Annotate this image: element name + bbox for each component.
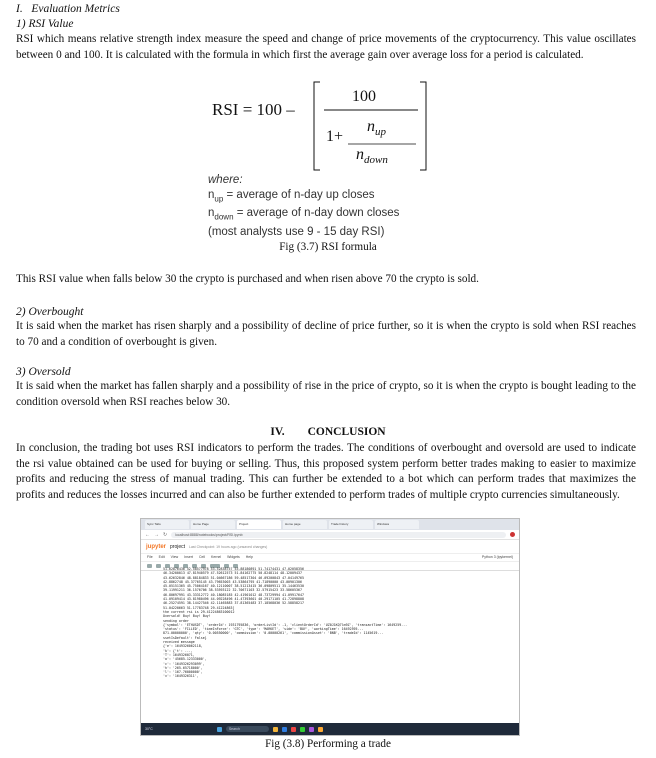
app-icon[interactable]: [300, 727, 305, 732]
browser-tab[interactable]: Windows: [375, 520, 419, 529]
output-line: 'status': 'FILLED', 'timeInForce': 'GTC', 'type': 'MARKET', 'side': 'BUY', 'workingTime': 16492595...: [163, 627, 364, 632]
trade-screenshot: [140, 518, 520, 736]
conclusion-number: IV.: [270, 426, 285, 438]
save-icon[interactable]: [147, 564, 152, 568]
rsi-formula: [212, 80, 432, 172]
start-icon[interactable]: [217, 727, 222, 732]
formula-numerator: 100: [352, 88, 376, 105]
legend-line-note: (most analysts use 9 - 15 day RSI): [208, 225, 385, 238]
reload-icon[interactable]: ↻: [163, 531, 168, 538]
app-icon[interactable]: [318, 727, 323, 732]
formula-lhs: RSI = 100 –: [212, 100, 295, 119]
chrome-icon[interactable]: [291, 727, 296, 732]
section-title: Evaluation Metrics: [31, 3, 120, 15]
output-line: received message: [163, 640, 195, 645]
formula-one-plus: 1+: [326, 128, 344, 145]
output-line: 871.00000000', 'qty': '0.00550000', 'commission': '0.00000261', 'commissionAsset': 'BNB', 'tradeId': 1145619...: [163, 631, 384, 636]
app-icon[interactable]: [309, 727, 314, 732]
notebook-title[interactable]: project: [170, 543, 186, 550]
rsi-paragraph: RSI which means relative strength index measure the speed and change of price movements of the cryptocurrency. This value oscillates between 0 and 100. It is calculated with the formula in which first the average gain over average loss for a period is calculated.: [16, 33, 636, 61]
legend-line-up: $n_{up}$ = average of n-day up closes: [208, 189, 375, 204]
menu-file[interactable]: File: [147, 555, 153, 559]
menu-edit[interactable]: Edit: [158, 555, 165, 559]
output-line: 51.62876436 52.58577978 53.52838757 53.88180891 51.74174431 47.02058356: [163, 567, 304, 571]
conclusion-heading: [0, 426, 656, 438]
rsi-heading: 1) RSI Value: [16, 18, 74, 30]
back-icon[interactable]: ←: [145, 531, 150, 538]
output-cell: [163, 567, 503, 719]
add-cell-icon[interactable]: [156, 564, 161, 568]
menu-cell[interactable]: Cell: [198, 555, 205, 559]
output-line: 43.62632846 48.88184833 51.04667186 59.48517304 46.09200843 47.04149765: [163, 575, 304, 580]
menu-help[interactable]: Help: [245, 555, 253, 559]
output-line: 39.11991211 36.1576706 38.53593122 32.70671103 32.57915423 33.58605367: [163, 588, 302, 593]
output-line: the current rsi is 29.41224863100012: [163, 609, 235, 614]
section-number: I.: [16, 3, 23, 15]
url-field[interactable]: localhost:8888/notebooks/project/RSI.ipynb: [171, 532, 506, 538]
menu-kernel[interactable]: Kernel: [211, 555, 222, 559]
output-line: 46.80697991 43.33312772 40.18085185 42.41901012 48.73729994 41.09917647: [163, 592, 304, 597]
browser-tab[interactable]: Sync Tabs: [145, 520, 189, 529]
output-line: 51.04220663 51.17783748 29.41224863]: [163, 605, 235, 610]
notebook-menu-bar: [141, 554, 519, 562]
output-line: 'c': '1649326293099',: [163, 661, 205, 666]
output-line: 46.34200013 47.81940579 47.52612573 51.84162775 50.8248114 48.12009437: [163, 571, 302, 576]
menu-insert[interactable]: Insert: [184, 555, 193, 559]
output-line: sending order: [163, 618, 189, 623]
output-line: 'l': '167.76000000',: [163, 670, 203, 675]
output-line: 42.8862748 45.37765145 43.79653003 43.53864795 41.71890000 43.00901306: [163, 579, 302, 584]
profile-icon[interactable]: [510, 532, 515, 537]
figure-caption-3-7: Fig (3.7) RSI formula: [279, 241, 377, 253]
formula-n-down: $n_{down}$: [356, 146, 388, 167]
address-bar: [141, 530, 519, 540]
jupyter-logo[interactable]: jupyter: [146, 543, 167, 550]
output-line: 45.05151365 45.75064167 40.12110007 38.51213415 36.09809511 35.14463530: [163, 584, 304, 589]
conclusion-title: CONCLUSION: [307, 426, 386, 438]
menu-widgets[interactable]: Widgets: [227, 555, 240, 559]
output-line: 'o': '45685.12333000',: [163, 657, 207, 662]
output-line: 41.09109414 43.81980496 44.09228496 41.47393601 40.29171105 41.72898808: [163, 597, 304, 602]
kernel-indicator: Python 3 (ipykernel): [481, 555, 513, 559]
menu-view[interactable]: View: [170, 555, 179, 559]
windows-taskbar: [141, 723, 519, 735]
overbought-paragraph: It is said when the market has risen sharply and a possibility of decline of price further, so it is when the crypto is sold when RSI reaches to 70 and a condition of overbought is given.: [16, 320, 636, 348]
formula-n-up: $n_{up}$: [367, 118, 386, 139]
oversold-heading: 3) Oversold: [16, 366, 71, 378]
output-line: 46.25274591 38.14427546 42.11465883 37.81365483 37.18568036 52.58858217: [163, 601, 304, 606]
forward-icon[interactable]: →: [154, 531, 159, 538]
where-label: where:: [208, 174, 243, 186]
output-line: {'e': 1649326062118,: [163, 644, 203, 649]
edge-icon[interactable]: [282, 727, 287, 732]
jupyter-header: [141, 540, 519, 554]
file-explorer-icon[interactable]: [273, 727, 278, 732]
output-line: Oversold! Buy! Buy! Buy!: [163, 614, 211, 619]
oversold-paragraph: It is said when the market has fallen sharply and a possibility of rise in the price of crypto, so it is when the crypto is bought leading to the condition oversold when RSI reaches below 30.: [16, 380, 636, 408]
weather-widget[interactable]: 30°C: [145, 727, 153, 731]
overbought-heading: 2) Overbought: [16, 306, 84, 318]
browser-tab[interactable]: Trade history: [329, 520, 373, 529]
output-line: 'v': '1649326311',: [163, 674, 199, 679]
output-line: 'T': 1649326071,: [163, 652, 195, 657]
output-line: ssetIsDefault': False}: [163, 635, 207, 640]
conclusion-paragraph: In conclusion, the trading bot uses RSI indicators to perform the trades. The conditions of overbought and oversold are used to indicate the rsi value obtained can be used for buying or selling. Thus, this proposed system perform better trades making to easier to maximize profits and reducing the stress of manual trading. This can further be extended to a bot which can perform trades that maximizes the profits and reduces the losses incurred and can also be further extended to perform trades of multiple crypto currencies simultaneously.: [16, 442, 636, 501]
browser-tab[interactable]: Project: [237, 520, 281, 529]
output-line: 'k': {'t': ...,: [163, 648, 193, 653]
legend-line-down: $n_{down}$ = average of n-day down closes: [208, 207, 400, 222]
browser-tab[interactable]: Home page: [283, 520, 327, 529]
output-line: {'symbol': 'ETHUSDT', 'orderId': 1931795836, 'orderListId': -1, 'clientOrderId': 'UZ0J1KQ7lm9Z', 'transactTime': 1649259...: [163, 622, 408, 627]
browser-tab[interactable]: Home Page: [191, 520, 235, 529]
rsi-rule: This RSI value when falls below 30 the crypto is purchased and when risen above 70 the crypto is sold.: [16, 273, 479, 285]
section-heading: [16, 2, 120, 16]
checkpoint-status: Last Checkpoint: 19 hours ago (unsaved changes): [189, 544, 268, 549]
formula-legend: [208, 173, 399, 240]
output-line: 'h': '265.65718000',: [163, 665, 203, 670]
taskbar-search[interactable]: Search: [226, 726, 269, 732]
browser-tab-bar: [141, 519, 519, 530]
figure-caption-3-8: Fig (3.8) Performing a trade: [265, 738, 391, 750]
